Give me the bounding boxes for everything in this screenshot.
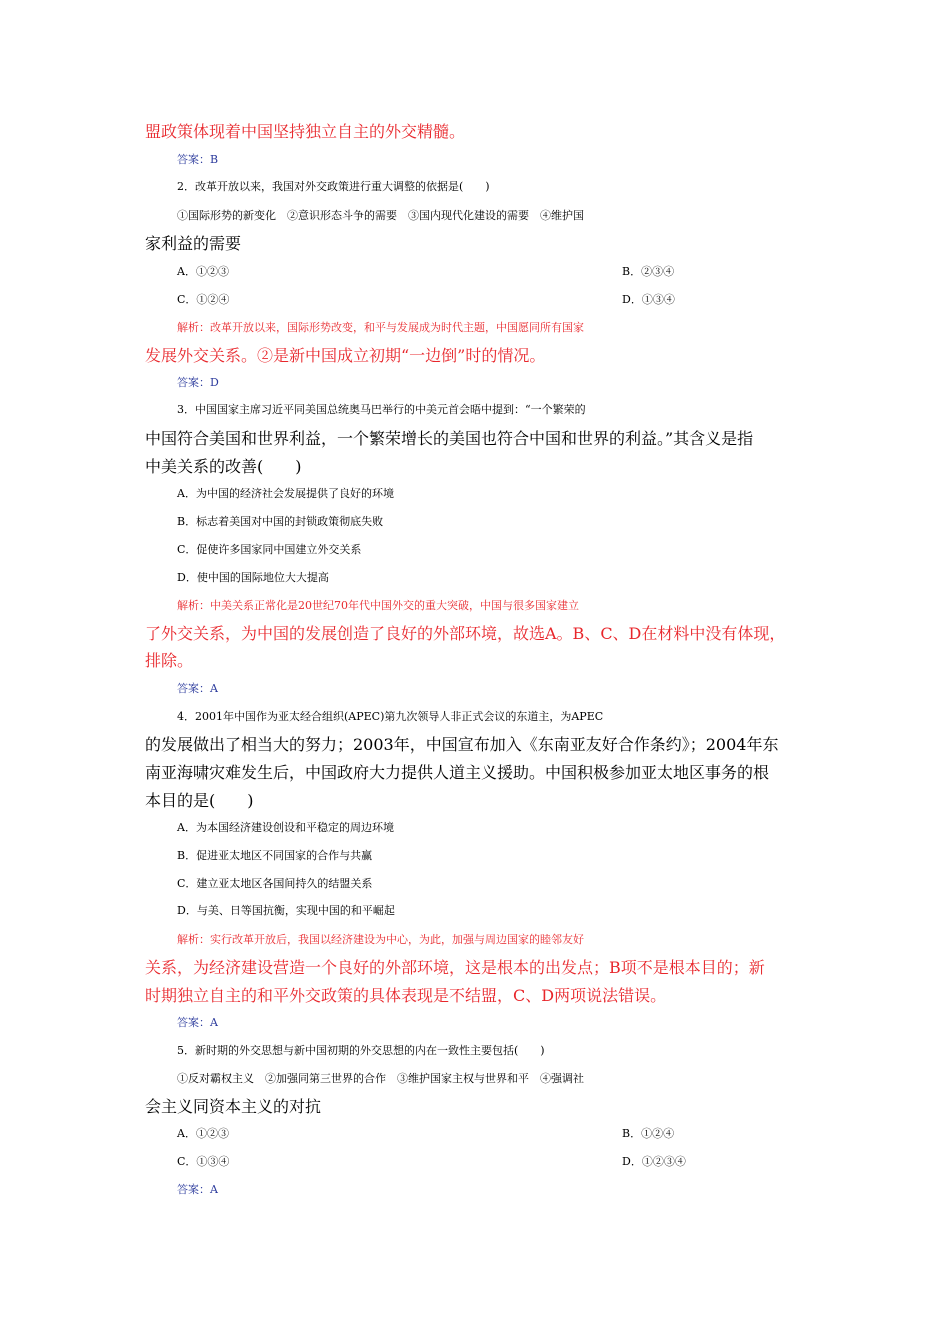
q2-option-b: B．②③④	[622, 265, 675, 278]
intro-answer: 答案：B	[177, 153, 219, 166]
q3-option-a: A．为中国的经济社会发展提供了良好的环境	[177, 487, 394, 500]
q3-option-c: C．促使许多国家同中国建立外交关系	[177, 543, 362, 556]
q5-option-d: D．①②③④	[622, 1155, 686, 1168]
q3-analysis-line1: 解析：中美关系正常化是20世纪70年代中国外交的重大突破，中国与很多国家建立	[177, 599, 579, 612]
q5-options-row2	[177, 1152, 842, 1172]
q4-stem-line4: 本目的是( )	[145, 791, 254, 810]
q2-answer: 答案：D	[177, 376, 219, 389]
q5-answer: 答案：A	[177, 1183, 218, 1196]
q3-option-b: B．标志着美国对中国的封锁政策彻底失败	[177, 515, 384, 528]
q4-stem-line1: 4．2001年中国作为亚太经合组织(APEC)第九次领导人非正式会议的东道主，为APEC	[177, 710, 604, 723]
q2-option-a: A．①②③	[177, 265, 229, 278]
q2-option-d: D．①③④	[622, 293, 675, 306]
q5-option-b: B．①②④	[622, 1127, 675, 1140]
q2-options-row1	[177, 262, 842, 282]
q5-option-a: A．①②③	[177, 1127, 229, 1140]
q4-analysis-line2: 关系，为经济建设营造一个良好的外部环境，这是根本的出发点；B项不是根本目的；新	[145, 958, 765, 977]
q4-option-a: A．为本国经济建设创设和平稳定的周边环境	[177, 821, 394, 834]
q3-analysis-line2: 了外交关系，为中国的发展创造了良好的外部环境，故选A。B、C、D在材料中没有体现，	[145, 624, 786, 643]
q2-items-line2: 家利益的需要	[145, 234, 242, 253]
q4-stem-line3: 南亚海啸灾难发生后，中国政府大力提供人道主义援助。中国积极参加亚太地区事务的根	[145, 763, 770, 782]
q5-items-line1: ①反对霸权主义 ②加强同第三世界的合作 ③维护国家主权与世界和平 ④强调社	[177, 1072, 584, 1085]
q4-analysis-line1: 解析：实行改革开放后，我国以经济建设为中心，为此，加强与周边国家的睦邻友好	[177, 933, 584, 946]
q4-analysis-line3: 时期独立自主的和平外交政策的具体表现是不结盟，C、D两项说法错误。	[145, 986, 667, 1005]
q2-items-line1: ①国际形势的新变化 ②意识形态斗争的需要 ③国内现代化建设的需要 ④维护国	[177, 209, 584, 222]
q3-option-d: D．使中国的国际地位大大提高	[177, 571, 329, 584]
q5-stem: 5．新时期的外交思想与新中国初期的外交思想的内在一致性主要包括( )	[177, 1044, 545, 1057]
intro-analysis-tail: 盟政策体现着中国坚持独立自主的外交精髓。	[145, 122, 466, 141]
q4-option-c: C．建立亚太地区各国间持久的结盟关系	[177, 877, 373, 890]
q4-option-d: D．与美、日等国抗衡，实现中国的和平崛起	[177, 904, 395, 917]
q2-options-row2	[177, 290, 842, 310]
q3-answer: 答案：A	[177, 682, 218, 695]
q2-analysis-line2: 发展外交关系。②是新中国成立初期“一边倒”时的情况。	[145, 346, 546, 365]
q5-option-c: C．①③④	[177, 1155, 230, 1168]
q2-option-c: C．①②④	[177, 293, 230, 306]
q3-stem-line1: 3．中国国家主席习近平同美国总统奥马巴举行的中美元首会晤中提到：“一个繁荣的	[177, 403, 586, 416]
q2-analysis-line1: 解析：改革开放以来，国际形势改变，和平与发展成为时代主题，中国愿同所有国家	[177, 321, 584, 334]
q3-stem-line3: 中美关系的改善( )	[145, 457, 302, 476]
q3-stem-line2: 中国符合美国和世界利益，一个繁荣增长的美国也符合中国和世界的利益。”其含义是指	[145, 429, 754, 448]
q5-items-line2: 会主义同资本主义的对抗	[145, 1097, 322, 1116]
q3-analysis-line3: 排除。	[145, 651, 194, 670]
q2-stem: 2．改革开放以来，我国对外交政策进行重大调整的依据是( )	[177, 180, 490, 193]
q4-answer: 答案：A	[177, 1016, 218, 1029]
q5-options-row1	[177, 1124, 842, 1144]
q4-option-b: B．促进亚太地区不同国家的合作与共赢	[177, 849, 373, 862]
q4-stem-line2: 的发展做出了相当大的努力；2003年，中国宣布加入《东南亚友好合作条约》；2004年东	[145, 735, 779, 754]
